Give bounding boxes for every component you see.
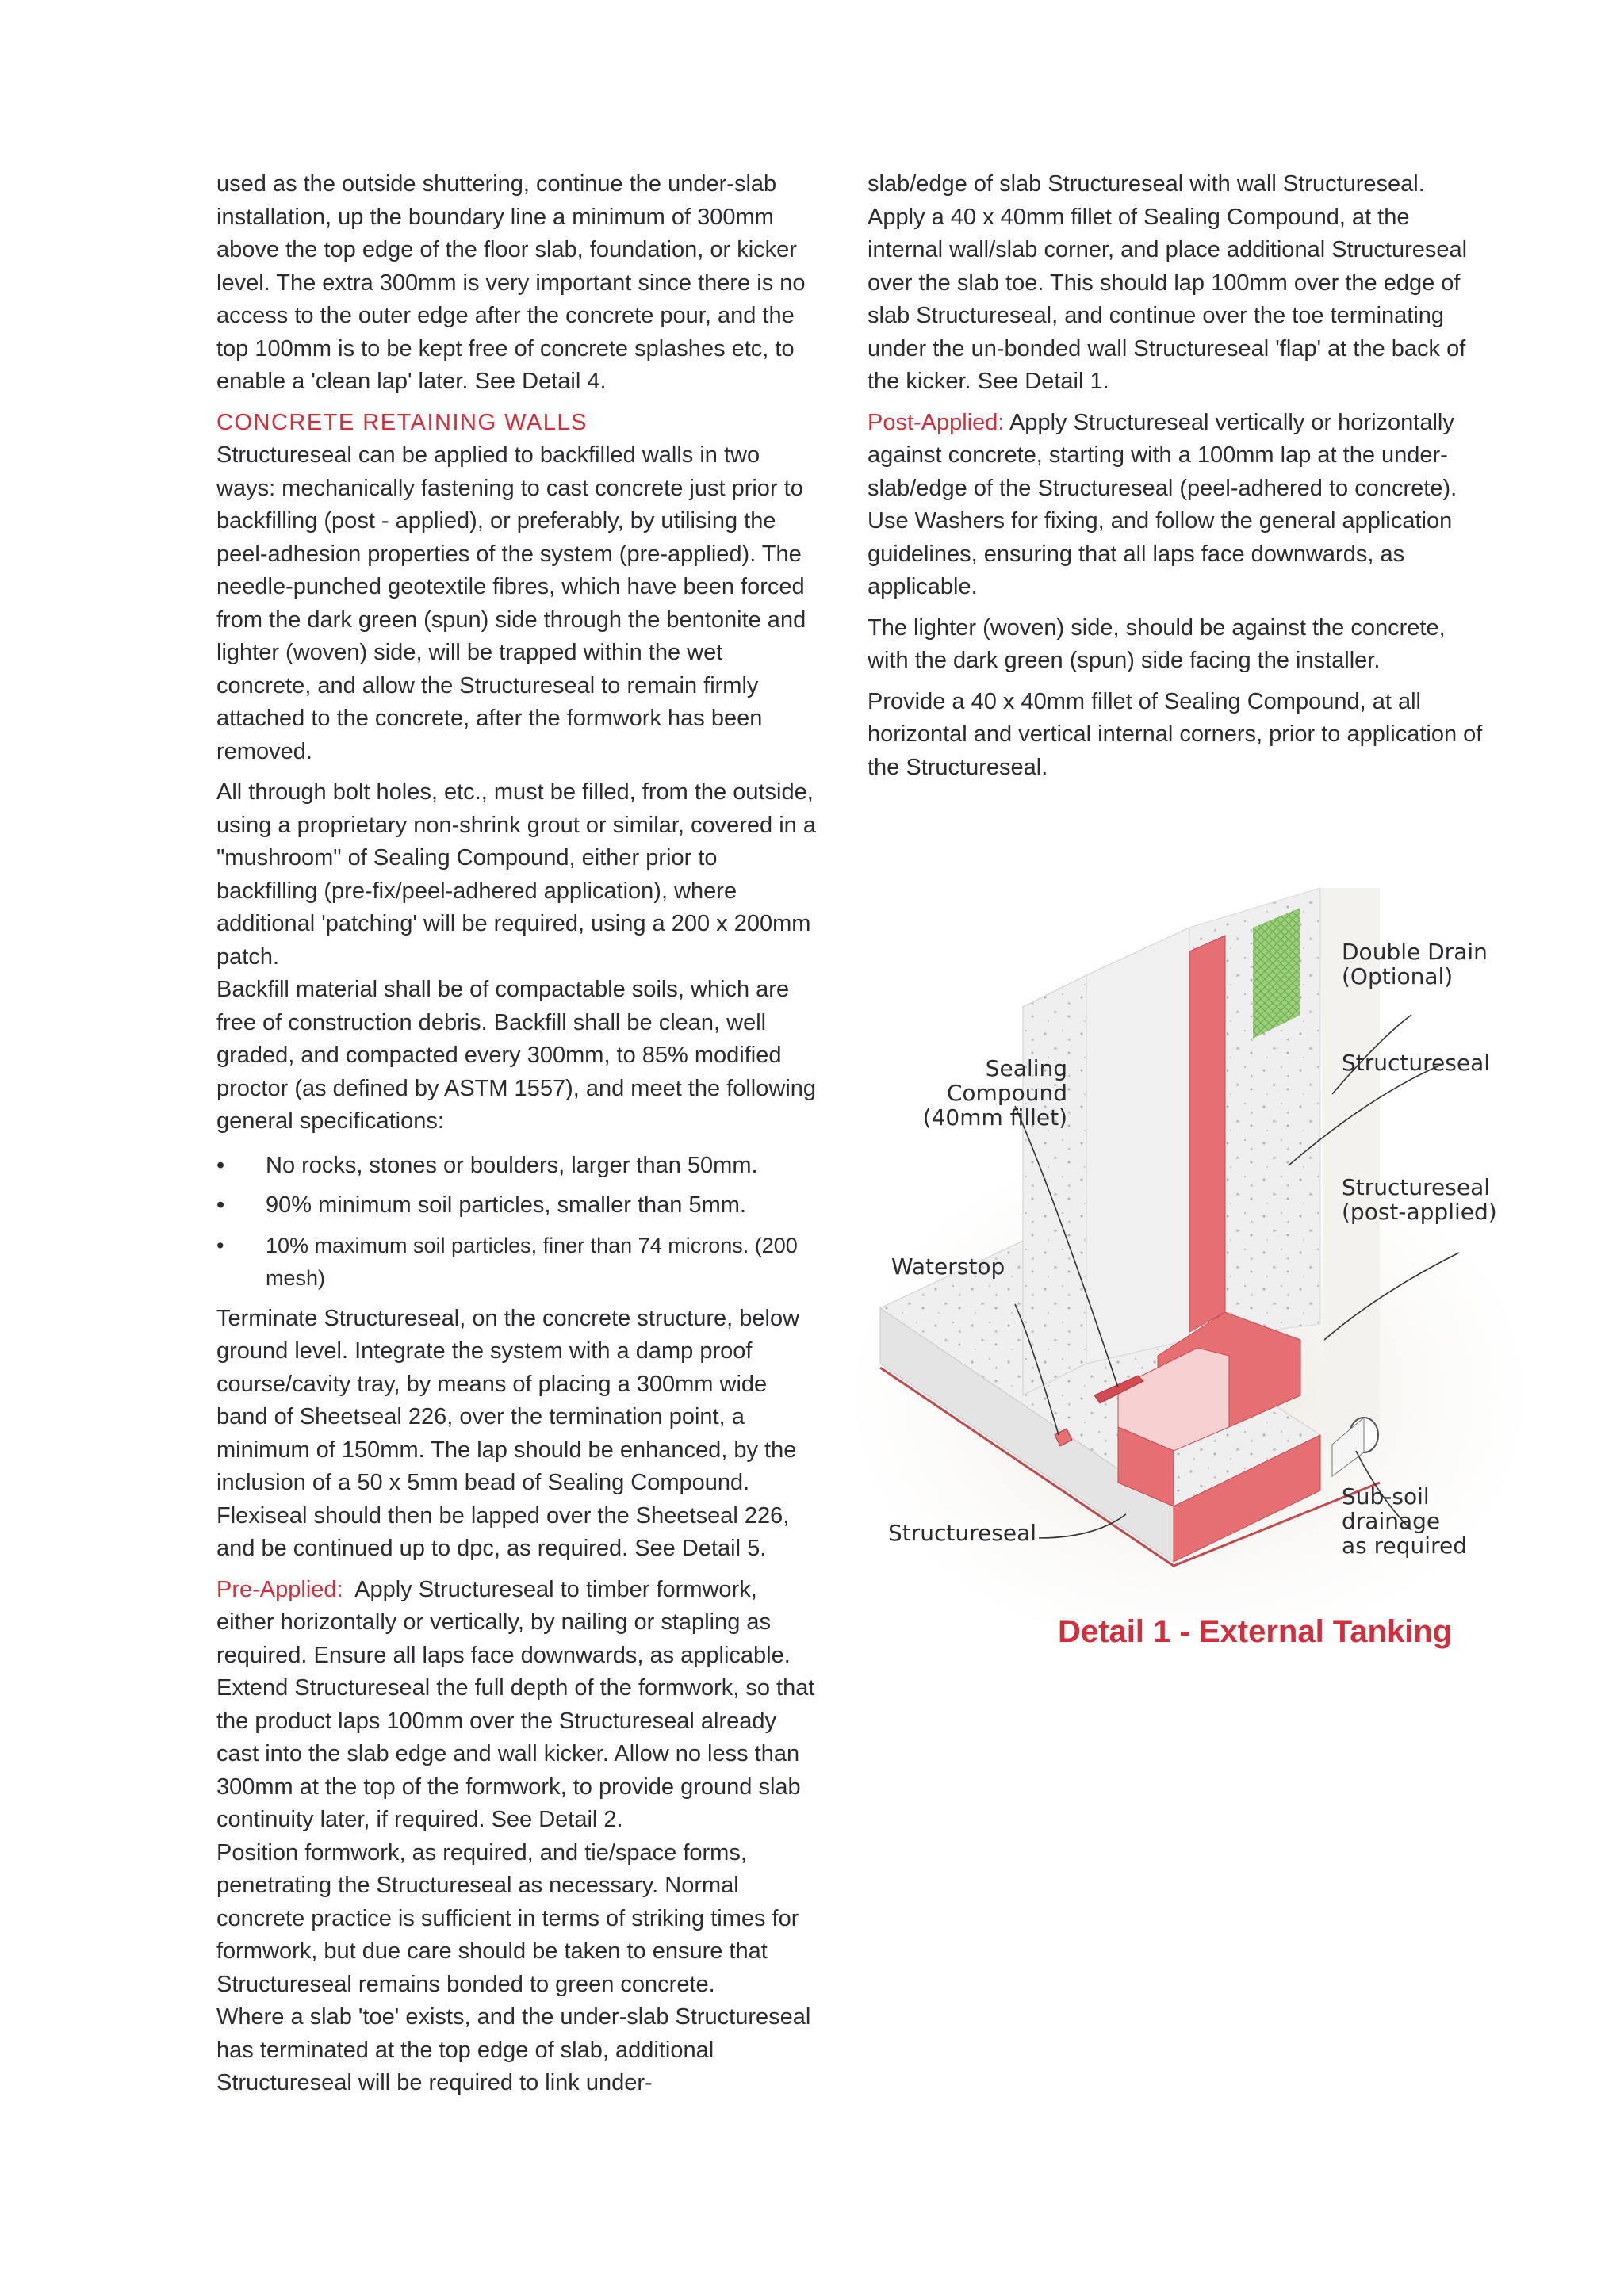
- figure-caption: Detail 1 - External Tanking: [1058, 1614, 1453, 1649]
- paragraph-lighter-side: The lighter (woven) side, should be against the concrete, with the dark green (spun) side facing the installer.: [868, 614, 1446, 673]
- left-column: [216, 168, 819, 2100]
- paragraph-continue: slab/edge of slab Structureseal with wall Structureseal. Apply a 40 x 40mm fillet of Sealing Compound, at the internal wall/slab corner, and place additional Structureseal over the slab toe. This should lap 100mm over the edge of slab Structureseal, and continue over the toe terminating under the un-bonded wall Structureseal 'flap' at the back of the kicker. See Detail 1.: [868, 171, 1468, 394]
- paragraph-backfill: Backfill material shall be of compactable soils, which are free of construction debris. Backfill shall be clean, well graded, and compacted every 300mm, to 85% modified proctor (as defined by ASTM 1557), and meet the following general specifications:: [216, 977, 817, 1134]
- bullet-icon: •: [216, 1152, 225, 1178]
- list-item: • 10% maximum soil particles, finer than 74 microns. (200 mesh): [216, 1230, 819, 1295]
- backfill-spec-list: [216, 1150, 819, 1295]
- label-sub-soil-drainage: Sub-soil drainage as required: [1342, 1483, 1467, 1559]
- paragraph-walls: Structureseal can be applied to backfilled walls in two ways: mechanically fastening to cast concrete just prior to backfilling (post - applied), or preferably, by utilising the peel-adhesion properties of the system (pre-applied). The needle-punched geotextile fibres, which have been forced from the dark green (spun) side through the bentonite and lighter (woven) side, will be trapped within the wet concrete, and allow the Structureseal to remain firmly attached to the concrete, after the formwork has been removed.: [216, 442, 806, 764]
- list-item: • No rocks, stones or boulders, larger than 50mm.: [216, 1150, 819, 1183]
- label-structureseal-bottom: Structureseal: [888, 1520, 1037, 1546]
- pre-applied-label: Pre-Applied:: [216, 1576, 343, 1602]
- paragraph-bolt-holes: All through bolt holes, etc., must be filled, from the outside, using a proprietary non-shrink grout or similar, covered in a "mushroom" of Sealing Compound, either prior to backfilling (pre-fix/peel-adhered application), where additional 'patching' will be required, using a 200 x 200mm patch.: [216, 779, 816, 970]
- label-structureseal-top: Structureseal: [1342, 1050, 1491, 1076]
- label-structureseal-post-applied: Structureseal (post-applied): [1342, 1174, 1497, 1225]
- bullet-icon: •: [216, 1233, 224, 1257]
- list-item: • 90% minimum soil particles, smaller than 5mm.: [216, 1189, 819, 1223]
- paragraph-terminate: Terminate Structureseal, on the concrete structure, below ground level. Integrate the system with a damp proof course/cavity tray, by means of placing a 300mm wide band of Sheetseal 226, over the termination point, a minimum of 150mm. The lap should be enhanced, by the inclusion of a 50 x 5mm bead of Sealing Compound. Flexiseal should then be lapped over the Sheetseal 226, and be continued up to dpc, as required. See Detail 5.: [216, 1305, 800, 1561]
- paragraph-position-formwork: Position formwork, as required, and tie/space forms, penetrating the Structureseal as necessary. Normal concrete practice is sufficient in terms of striking times for formwork, but due care should be taken to ensure that Structureseal remains bonded to green concrete.: [216, 1839, 799, 1997]
- paragraph-intro: used as the outside shuttering, continue the under-slab installation, up the boundary line a minimum of 300mm above the top edge of the floor slab, foundation, or kicker level. The extra 300mm is very important since there is no access to the outer edge after the concrete pour, and the top 100mm is to be kept free of concrete splashes etc, to enable a 'clean lap' later. See Detail 4.: [216, 171, 806, 394]
- paragraph-post-applied: Post-Applied: Apply Structureseal vertically or horizontally against concrete, starting with a 100mm lap at the under-slab/edge of the Structureseal (peel-adhered to concrete). Use Washers for fixing, and follow the general application guidelines, ensuring that all laps face downwards, as applicable.: [868, 409, 1457, 599]
- bullet-icon: •: [216, 1192, 225, 1218]
- label-waterstop: Waterstop: [891, 1253, 1005, 1280]
- concrete-wall-edge: [1023, 975, 1086, 1395]
- detail-1-figure: [856, 880, 1522, 1625]
- paragraph-fillet: Provide a 40 x 40mm fillet of Sealing Compound, at all horizontal and vertical internal corners, prior to application of the Structureseal.: [868, 688, 1483, 780]
- label-double-drain: Double Drain (Optional): [1342, 939, 1488, 989]
- right-column: [868, 168, 1486, 784]
- section-heading-concrete-retaining-walls: CONCRETE RETAINING WALLS: [216, 409, 588, 435]
- structureseal-vertical: [1189, 936, 1225, 1332]
- post-applied-label: Post-Applied:: [868, 409, 1005, 435]
- label-sealing-compound: Sealing Compound (40mm fillet): [922, 1055, 1067, 1131]
- concrete-wall-face: [1086, 928, 1189, 1364]
- paragraph-slab-toe: Where a slab 'toe' exists, and the under-slab Structureseal has terminated at the top edge of slab, additional Structureseal will be required to link under-: [216, 2004, 811, 2095]
- paragraph-pre-applied: Pre-Applied: Apply Structureseal to timber formwork, either horizontally or vertically, by nailing or stapling as required. Ensure all laps face downwards, as applicable. Extend Structureseal the full depth of the formwork, so that the product laps 100mm over the Structureseal already cast into the slab edge and wall kicker. Allow no less than 300mm at the top of the formwork, to provide ground slab continuity later, if required. See Detail 2.: [216, 1576, 815, 1832]
